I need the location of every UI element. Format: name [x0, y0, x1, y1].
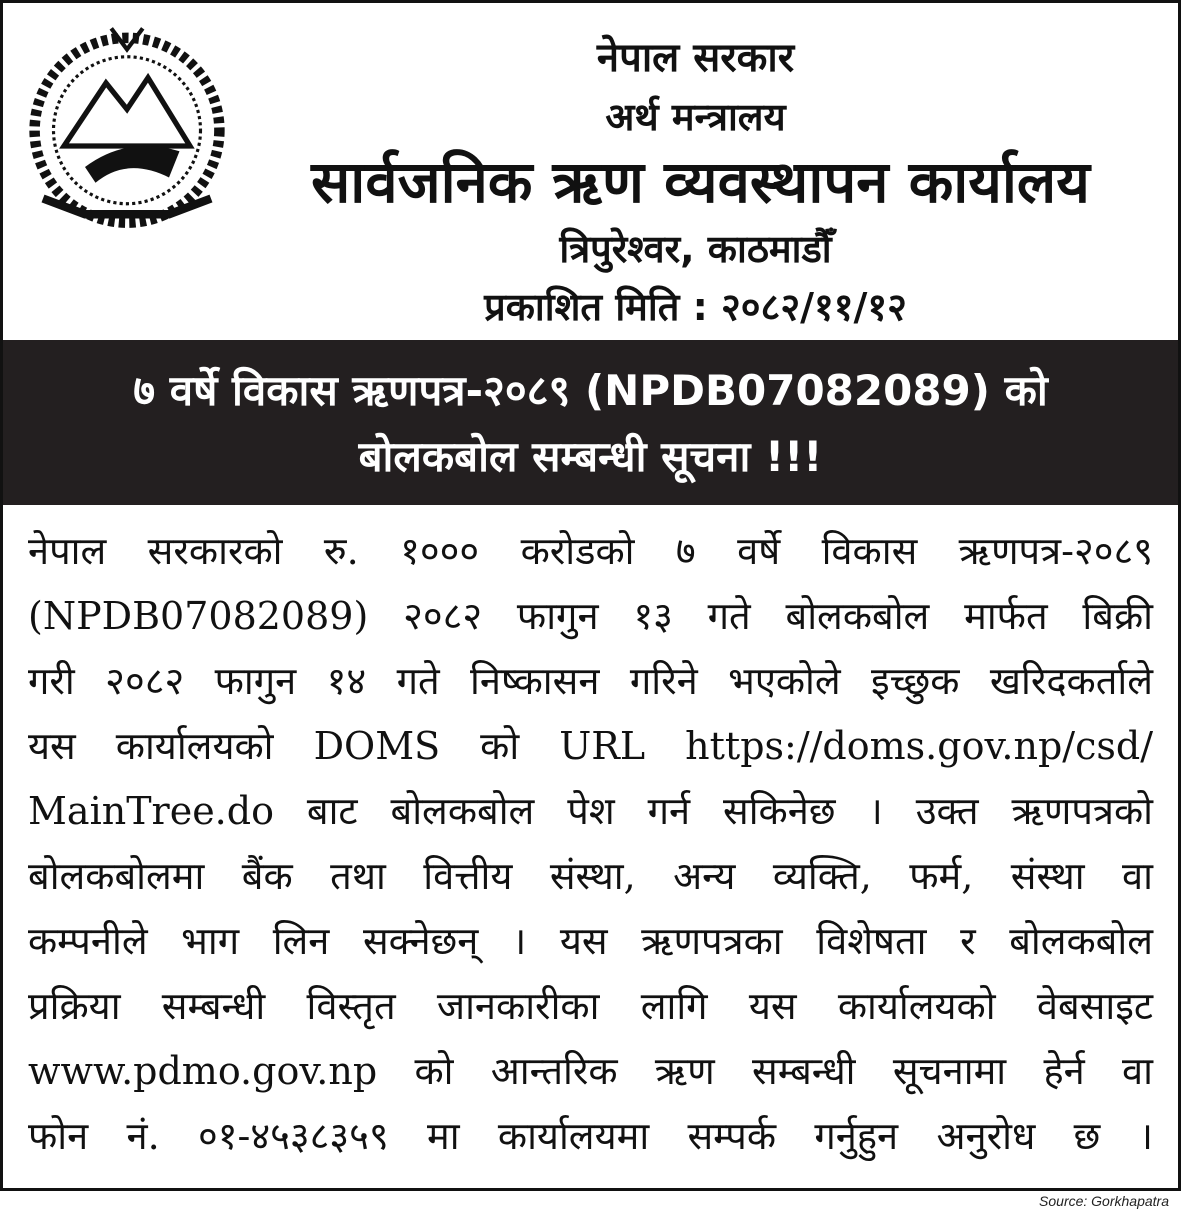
source-credit: Source: Gorkhapatra: [1039, 1193, 1169, 1209]
notice-title-banner: [3, 340, 1178, 505]
office-name: सार्वजनिक ऋण व्यवस्थापन कार्यालय: [311, 148, 1090, 216]
notice-title-line-1: ७ वर्षे विकास ऋणपत्र-२०८९ (NPDB07082089) को: [133, 366, 1048, 415]
nepal-government-emblem: [22, 20, 232, 230]
body-line: यस कार्यालयको DOMS को URL https://doms.gov.np/csd/: [28, 724, 1153, 768]
body-line: कम्पनीले भाग लिन सक्नेछन् । यस ऋणपत्रका विशेषता र बोलकबोल: [28, 919, 1153, 963]
published-date: प्रकाशित मिति : २०८२/११/१२: [484, 285, 907, 329]
body-line: गरी २०८२ फागुन १४ गते निष्कासन गरिने भएकोले इच्छुक खरिदकर्ताले: [28, 659, 1153, 703]
body-line: (NPDB07082089) २०८२ फागुन १३ गते बोलकबोल मार्फत बिक्री: [28, 594, 1153, 638]
body-line: www.pdmo.gov.np को आन्तरिक ऋण सम्बन्धी सूचनामा हेर्न वा: [28, 1049, 1153, 1093]
body-line: प्रक्रिया सम्बन्धी विस्तृत जानकारीका लागि यस कार्यालयको वेबसाइट: [28, 984, 1153, 1028]
notice-title-line-2: बोलकबोल सम्बन्धी सूचना !!!: [358, 432, 823, 481]
office-address: त्रिपुरेश्वर, काठमाडौँ: [559, 227, 832, 271]
government-name: नेपाल सरकार: [596, 35, 795, 81]
body-line: नेपाल सरकारको रु. १००० करोडको ७ वर्षे विकास ऋणपत्र-२०८९: [28, 529, 1153, 573]
body-line: MainTree.do बाट बोलकबोल पेश गर्न सकिनेछ । उक्त ऋणपत्रको: [28, 789, 1153, 833]
body-line: बोलकबोलमा बैंक तथा वित्तीय संस्था, अन्य व्यक्ति, फर्म, संस्था वा: [28, 854, 1153, 898]
ministry-name: अर्थ मन्त्रालय: [605, 95, 786, 139]
body-line: फोन नं. ०१-४५३८३५९ मा कार्यालयमा सम्पर्क गर्नुहुन अनुरोध छ ।: [28, 1114, 1153, 1158]
notice-body: [28, 525, 1153, 1175]
